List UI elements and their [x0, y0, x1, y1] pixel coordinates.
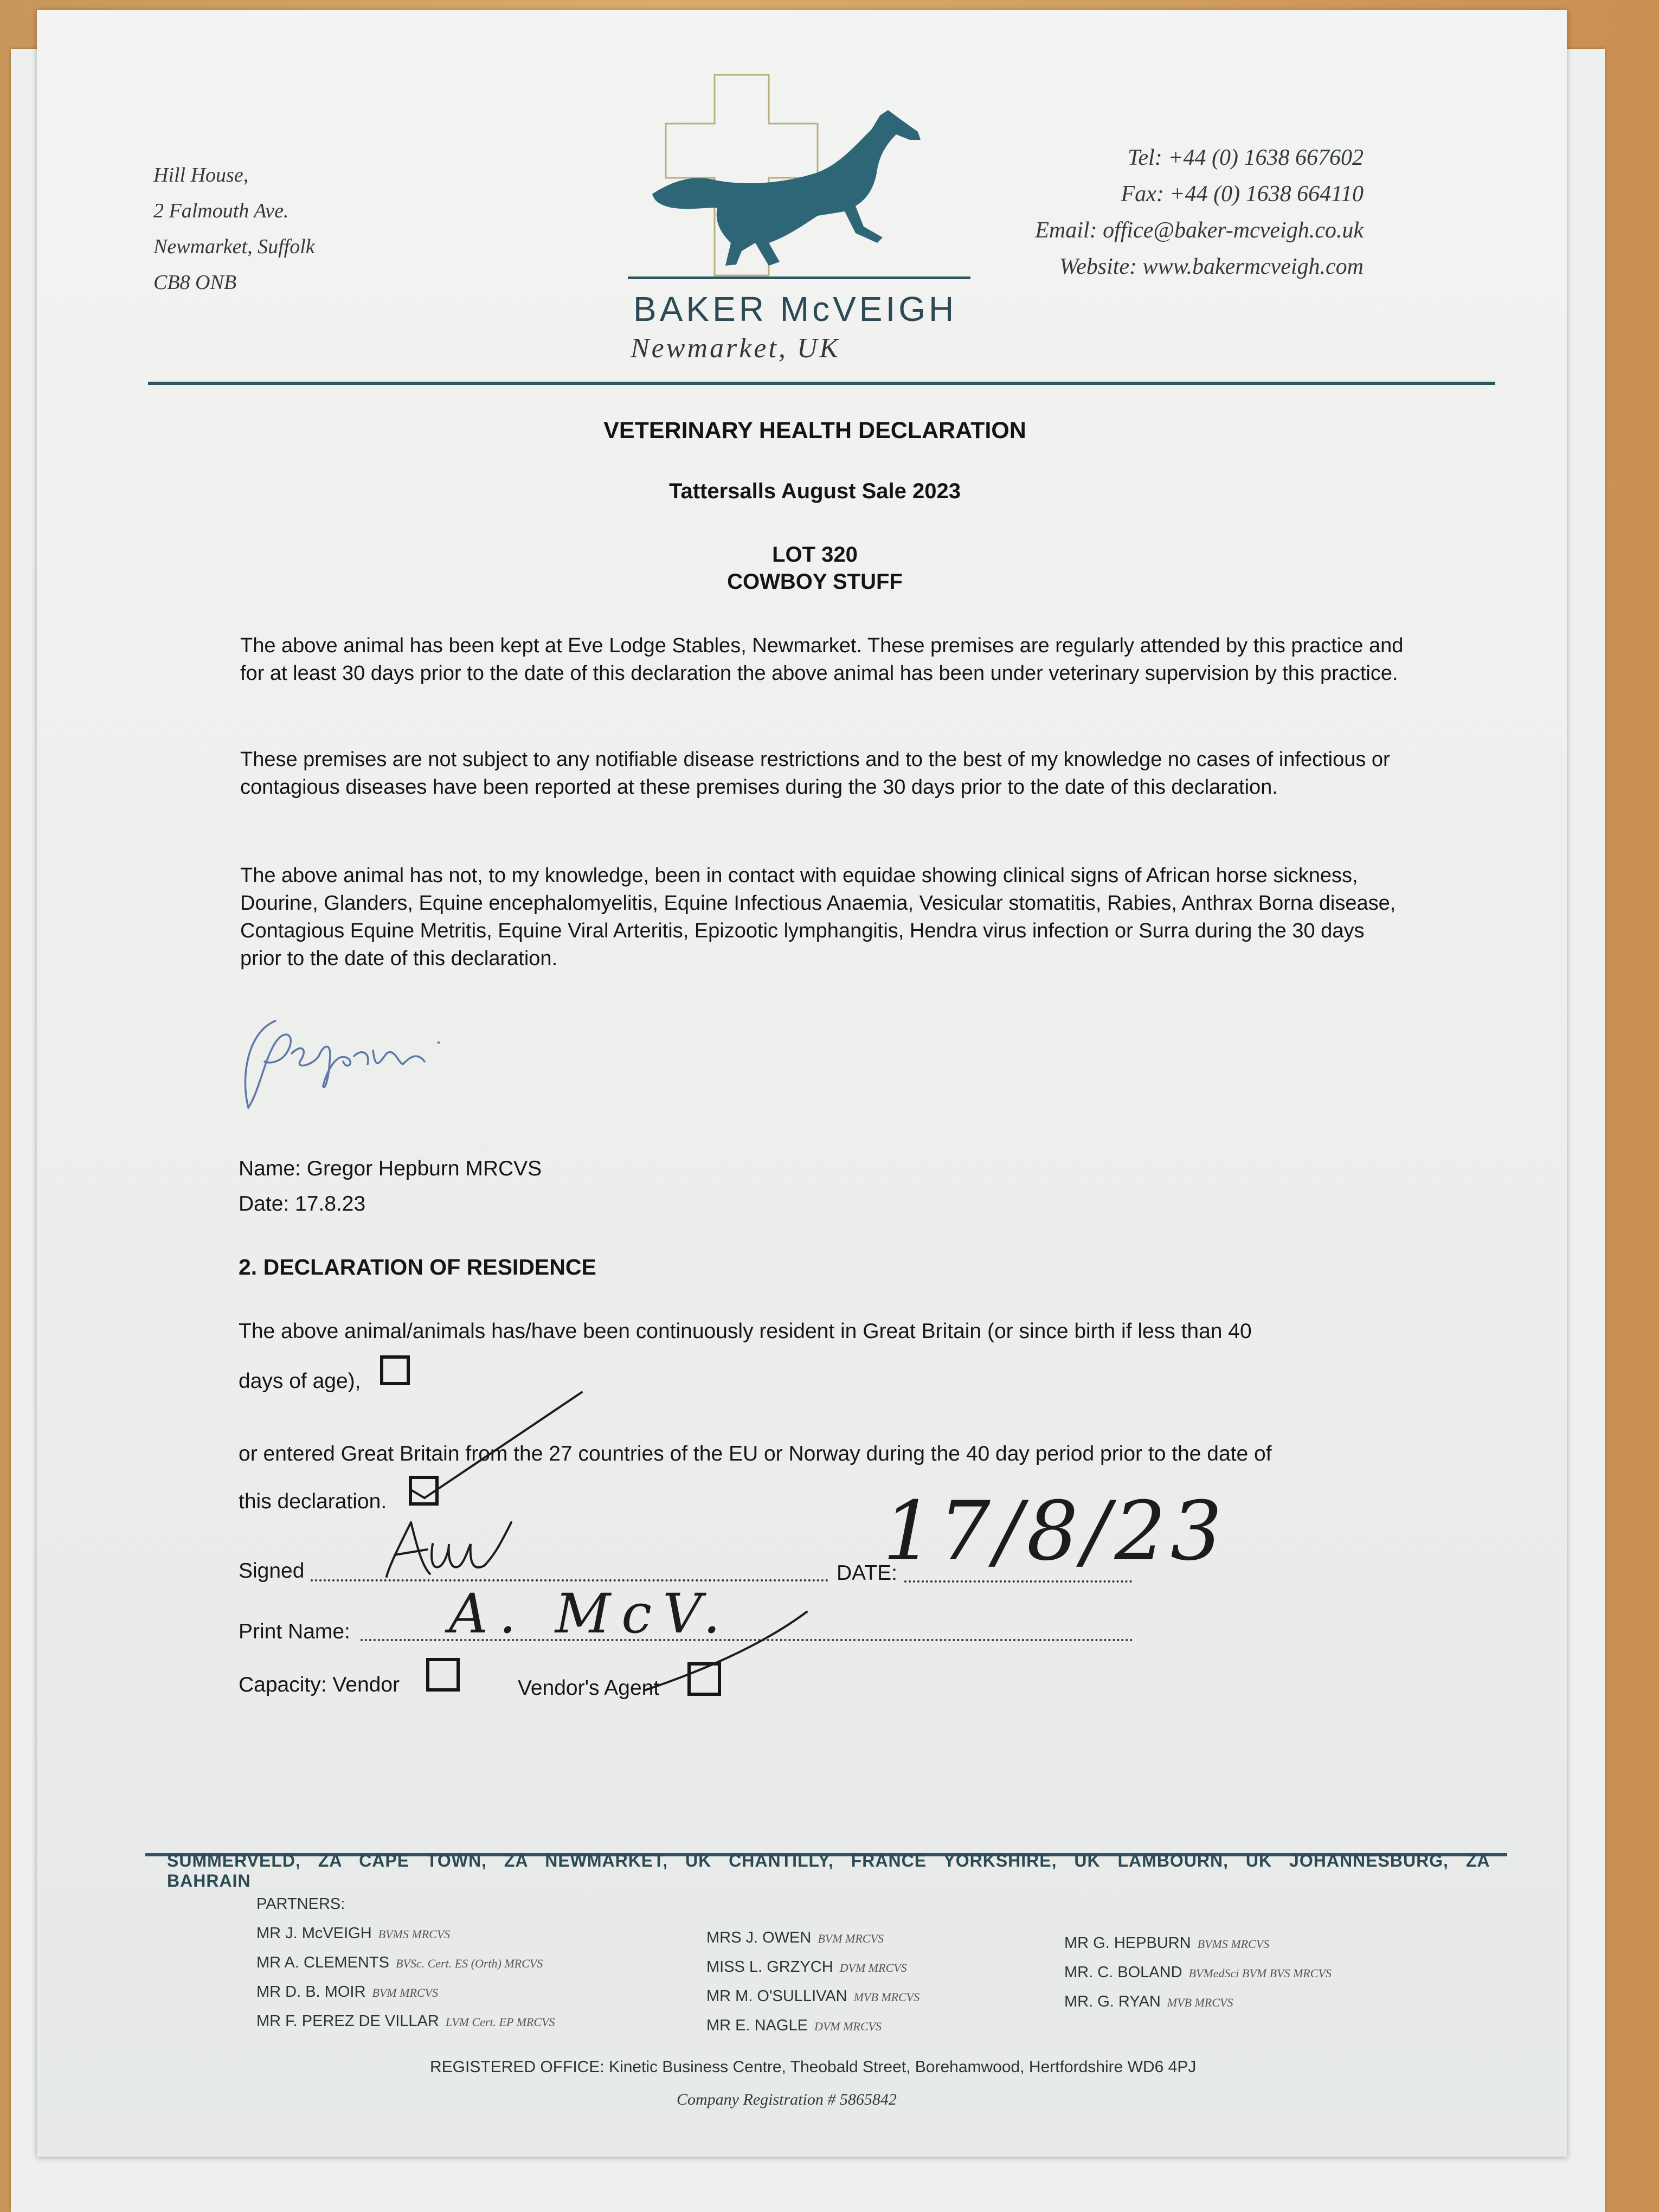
office-location: CAPE TOWN, ZA — [359, 1851, 528, 1870]
vet-name: Name: Gregor Hepburn MRCVS — [239, 1157, 542, 1180]
document-title: VETERINARY HEALTH DECLARATION — [603, 417, 1026, 443]
vet-date: Date: 17.8.23 — [239, 1192, 366, 1216]
partner-quals: BVM MRCVS — [372, 1986, 438, 1999]
office-location: JOHANNESBURG, ZA — [1289, 1851, 1490, 1870]
partner-name: MR J. McVEIGH — [256, 1925, 372, 1942]
signature-mark — [237, 1010, 465, 1118]
residence-option-text: or entered Great Britain from the 27 countries of the EU or Norway during the 40 day period prior to the date of — [239, 1442, 1272, 1465]
address-line: 2 Falmouth Ave. — [153, 200, 289, 222]
partner-quals: MVB MRCVS — [853, 1990, 920, 2004]
partner-name: MR E. NAGLE — [706, 2017, 808, 2034]
header-rule — [148, 382, 1495, 385]
print-name-label: Print Name: — [239, 1620, 350, 1643]
partner-name: MR G. HEPBURN — [1064, 1934, 1191, 1952]
sale-name: Tattersalls August Sale 2023 — [668, 479, 961, 503]
capacity-label: Capacity: Vendor — [239, 1673, 400, 1696]
date-label: DATE: — [837, 1561, 897, 1585]
company-registration: Company Registration # 5865842 — [677, 2091, 897, 2108]
fax-line: Fax: +44 (0) 1638 664110 — [1121, 182, 1364, 207]
partner-entry — [1064, 1929, 1332, 1958]
partner-entry — [256, 1919, 555, 1949]
partner-entry — [1064, 1988, 1332, 2017]
partner-entry — [706, 1953, 919, 1982]
office-location: BAHRAIN — [167, 1871, 251, 1891]
office-location: YORKSHIRE, UK — [943, 1851, 1101, 1870]
address-line: Hill House, — [153, 164, 249, 187]
partner-entry — [706, 1924, 919, 1953]
partner-name: MISS L. GRZYCH — [706, 1958, 833, 1976]
checkmark-tick — [400, 1387, 595, 1512]
section-heading: 2. DECLARATION OF RESIDENCE — [239, 1255, 596, 1279]
address-line: Newmarket, Suffolk — [153, 235, 315, 258]
brand-name: BAKER McVEIGH — [633, 290, 957, 329]
handwritten-date: 17/8/23 — [883, 1484, 1227, 1579]
partner-entry — [256, 1949, 555, 1978]
contact-details — [876, 140, 1364, 285]
partner-name: MR. G. RYAN — [1064, 1993, 1161, 2010]
partner-name: MR A. CLEMENTS — [256, 1954, 389, 1971]
partner-name: MR M. O'SULLIVAN — [706, 1988, 847, 2005]
address-line: CB8 ONB — [153, 271, 237, 294]
partner-entry — [256, 1978, 555, 2007]
document-page — [37, 10, 1567, 2157]
office-list — [167, 1851, 1490, 1891]
partner-quals: DVM MRCVS — [814, 2020, 882, 2033]
partner-quals: BVSc. Cert. ES (Orth) MRCVS — [395, 1957, 543, 1970]
brand-location: Newmarket, UK — [631, 333, 841, 364]
email-line: Email: office@baker-mcveigh.co.uk — [1035, 218, 1364, 243]
partners-column — [256, 1919, 555, 2036]
declaration-paragraph: These premises are not subject to any notifiable disease restrictions and to the best of my knowledge no cases of infectious or contagious diseases have been reported at these premises during the 30 days prior to the date of this declaration. — [240, 748, 1390, 799]
partner-quals: MVB MRCVS — [1167, 1996, 1233, 2009]
resident-checkbox[interactable] — [380, 1355, 410, 1385]
partner-quals: DVM MRCVS — [839, 1961, 907, 1975]
office-location: SUMMERVELD, ZA — [167, 1851, 342, 1870]
residence-option-text: this declaration. — [239, 1490, 387, 1513]
partner-entry — [1064, 1958, 1332, 1988]
partners-column — [1064, 1929, 1332, 2017]
website-line: Website: www.bakermcveigh.com — [1059, 254, 1364, 279]
partners-heading: PARTNERS: — [256, 1895, 345, 1913]
registered-office: REGISTERED OFFICE: Kinetic Business Centre, Theobald Street, Borehamwood, Hertfordshire WD6 4PJ — [430, 2058, 1197, 2076]
date-line[interactable] — [904, 1580, 1132, 1583]
declaration-paragraph: The above animal has not, to my knowledge, been in contact with equidae showing clinical signs of African horse sickness, Dourine, Glanders, Equine encephalomyelitis, Equine Infectious Anaemia, Vesicular stomatitis, Rabies, Anthrax Borna disease, Contagious Equine Metritis, Equine Viral Arteritis, Epizootic lymphangitis, Hendra virus infection or Surra during the 30 days prior to the date of this declaration. — [240, 864, 1396, 970]
practice-address — [153, 157, 315, 300]
residence-option-text: days of age), — [239, 1369, 361, 1393]
residence-option-text: The above animal/animals has/have been continuously resident in Great Britain (or since birth if less than 40 — [239, 1320, 1252, 1343]
partner-entry — [706, 1982, 919, 2011]
lot-number: LOT 320 — [772, 543, 858, 567]
partner-entry — [256, 2007, 555, 2036]
checkmark-tick — [633, 1604, 818, 1701]
phone-line: Tel: +44 (0) 1638 667602 — [1127, 145, 1364, 170]
partner-name: MR D. B. MOIR — [256, 1983, 366, 2001]
signature-mark — [378, 1512, 606, 1587]
partners-column — [706, 1924, 919, 2041]
office-location: LAMBOURN, UK — [1117, 1851, 1272, 1870]
partner-name: MR. C. BOLAND — [1064, 1964, 1182, 1981]
declaration-paragraph: The above animal has been kept at Eve Lodge Stables, Newmarket. These premises are regularly attended by this practice and for at least 30 days prior to the date of this declaration the above animal has been under veterinary supervision by this practice. — [240, 634, 1404, 685]
partner-quals: BVMS MRCVS — [1197, 1937, 1270, 1951]
office-location: CHANTILLY, FRANCE — [729, 1851, 927, 1870]
partner-name: MRS J. OWEN — [706, 1929, 812, 1946]
vendor-checkbox[interactable] — [426, 1658, 460, 1692]
signed-label: Signed — [239, 1559, 305, 1583]
office-location: NEWMARKET, UK — [545, 1851, 712, 1870]
partner-entry — [706, 2011, 919, 2041]
partner-quals: LVM Cert. EP MRCVS — [445, 2015, 555, 2029]
partner-quals: BVM MRCVS — [818, 1932, 884, 1945]
partner-quals: BVMedSci BVM BVS MRCVS — [1188, 1966, 1332, 1980]
agent-label: Vendor's Agent — [518, 1676, 660, 1700]
handwritten-name: A. McV. — [449, 1582, 731, 1645]
partner-quals: BVMS MRCVS — [378, 1927, 451, 1941]
partner-name: MR F. PEREZ DE VILLAR — [256, 2012, 439, 2030]
horse-name: COWBOY STUFF — [727, 570, 903, 594]
